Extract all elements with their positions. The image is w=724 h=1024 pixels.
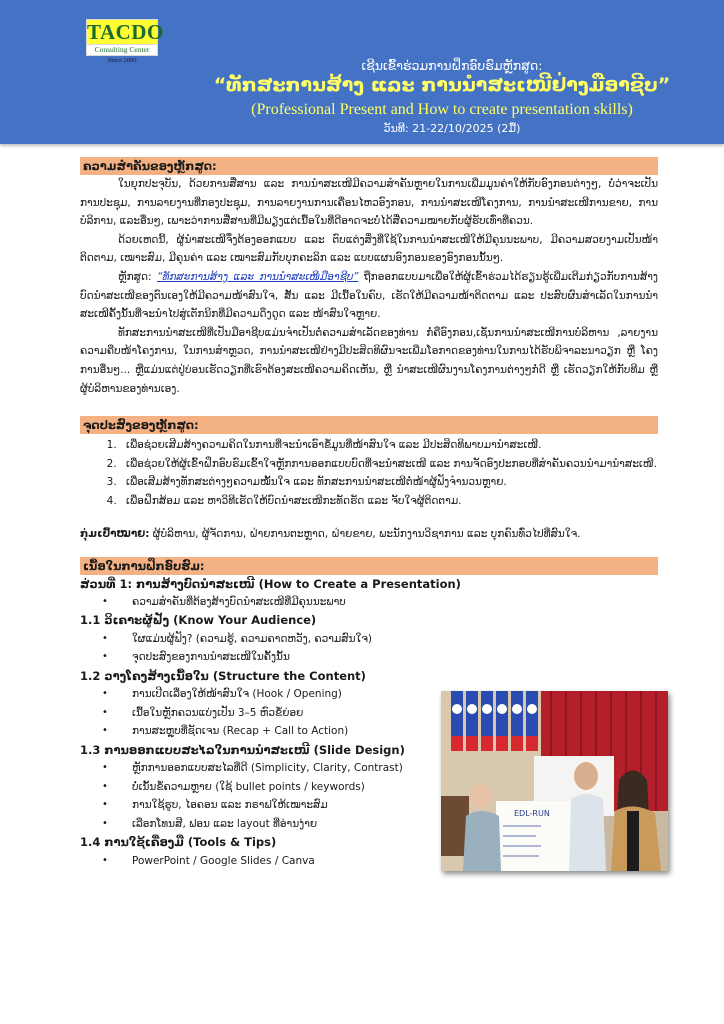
paragraph	[80, 268, 658, 324]
target-group	[80, 525, 658, 543]
objective-item: 2. ເພື່ອຊ່ວຍໃຫ້ຜູ້ເຂົ້າຝຶກອົບຮົມເຂົ້າໃຈຫຼັກການອອກແບບບົດທີ່ຈະນຳສະເໜີ ແລະ ການຈັດອົງປະກອບທີ່ສຳຄັນຄວນນຳມານຳສະເໜີ.	[120, 455, 658, 474]
header-banner	[0, 0, 724, 144]
bullet-item: • ເລືອກໂທນສີ, ຟອນ ແລະ layout ທີ່ອ່ານງ່າຍ	[132, 815, 658, 834]
training-photo	[441, 691, 668, 871]
objectives-list	[80, 436, 658, 510]
bullet-item: • ການໃຊ້ຮູບ, ໄອຄອນ ແລະ ກຣາຟໃຫ້ເໝາະສົມ	[132, 796, 658, 815]
bullet-item: • ບໍ່ເນັ້ນຂໍ້ຄວາມຫຼາຍ (ໃຊ້ bullet points / keywords)	[132, 778, 658, 797]
paragraph-text: ຖືກອອກແບບມາເພື່ອໃຫ້ຜູ້ເຂົ້າຮ່ວມໄດ້ຮຽນຮູ້ເພີ່ມເຕີມກ່ຽວກັບການສ້າງບົດນຳສະເໜີຂອງຕົນເອງໃຫ້ມີຄວາມໜ້າສົນໃຈ, ສັ້ນ ແລະ ມີເນື້ອໃນຄົບ, ເຮັດໃຫ້ມີຄວາມໜ້າຕິດຕາມ ແລະ ປະສົບຜົນສຳເລັດໃນການນຳສະເໜີຄັ້ງນັ້ນທີ່ຈະນຳໄປສູ່ເຕັກນິກທີ່ມີຄວາມດຶງດູດ ແລະ ໜ້າສົນໃຈຫຼາຍ.	[80, 270, 658, 321]
course-date: ວັນທີ: 21-22/10/2025 (2ມື້)	[383, 122, 521, 135]
target-group-text: ຜູ້ບໍລິຫານ, ຜູ້ຈັດການ, ຝ່າຍການຕະຫຼາດ, ຝ່າຍຂາຍ, ພະນັກງານວິຊາການ ແລະ ບຸກຄົນທົ່ວໄປທີ່ສົນໃຈ.	[149, 527, 581, 540]
training-photo-illustration	[441, 691, 668, 871]
bullet-item: • PowerPoint / Google Slides / Canva	[132, 852, 658, 871]
section-heading-importance: ຄວາມສຳຄັນຂອງຫຼັກສູດ:	[80, 157, 658, 175]
invite-text: ເຊີນເຂົ້າຮ່ວມການຝຶກອົບຮົມຫຼັກສູດ:	[361, 58, 543, 73]
objective-item: 3. ເພື່ອເສີມສ້າງທັກສະຕ່າງໆຄວາມໝັ້ນໃຈ ແລະ ທັກສະການນຳສະເໜີຕໍ່ໜ້າຜູ້ຟັງຈຳນວນຫຼາຍ.	[120, 473, 658, 492]
objective-item: 4. ເພື່ອຝຶກສ້ອມ ແລະ ຫາວິທີເຮັດໃຫ້ບົດນຳສະເໜີກະທັດຮັດ ແລະ ຈັບໃຈຜູ້ຕິດຕາມ.	[120, 492, 658, 511]
bullet-item: • ໃຜແມ່ນຜູ້ຟັງ? (ຄວາມຮູ້, ຄວາມຄາດຫວັງ, ຄວາມສົນໃຈ)	[132, 630, 658, 649]
logo-since: Since 2000	[107, 57, 137, 64]
subsection-title: 1.4 ການໃຊ້ເຄື່ອງມື (Tools & Tips)	[80, 835, 277, 849]
target-group-label: ກຸ່ມເປົ້າໝາຍ:	[80, 527, 150, 540]
paragraph: ໃນຍຸກປະຈຸບັນ, ດ້ວຍການສື່ສານ ແລະ ການນຳສະເໜີມີຄວາມສຳຄັນຫຼາຍໃນການເພີ່ມມູນຄ່າໃຫ້ກັບອົງກອນຕ່າງໆ, ບໍ່ວ່າຈະເປັນການປະຊຸມ, ການລາຍງານທີ່ກອງປະຊຸມ, ການລາຍງານການເຄື່ອນໄຫວອົງກອນ, ການນຳສະເໜີໂຄງການ, ການນຳສະເໜີການຂາຍ, ການບໍລິການ, ແລະອື່ນໆ, ເພາະວ່າການສື່ສານທີ່ມີພຽງແຕ່ເນື້ອໃນທີ່ດີອາດຈະບໍ່ໄດ້ສື່ຄວາມໝາຍກັບຜູ້ຮັບເທົ່າທີ່ຄວນ.	[80, 178, 658, 228]
section-heading-objectives: ຈຸດປະສົງຂອງຫຼັກສູດ:	[80, 416, 658, 434]
bullet-list	[80, 593, 658, 612]
logo-tagline: Consulting Center	[86, 45, 158, 56]
bullet-item: • ຈຸດປະສົງຂອງການນຳສະເໜີໃນຄັ້ງນັ້ນ	[132, 648, 658, 667]
flipchart-text: EDL-RUN	[514, 809, 550, 818]
course-title-lao: “ທັກສະການສ້າງ ແລະ ການນຳສະເໜີຢ່າງມືອາຊີບ”	[213, 74, 671, 96]
course-label: ຫຼັກສູດ:	[118, 270, 158, 283]
bullet-item: • ການສະຫຼຸບທີ່ຊັດເຈນ (Recap + Call to Action)	[132, 722, 658, 741]
course-title-en: (Professional Present and How to create presentation skills)	[251, 101, 633, 118]
objective-item: 1. ເພື່ອຊ່ວຍເສີມສ້າງຄວາມຄິດໃນການທີ່ຈະນຳເອົາຂໍ້ມູນທີ່ໜ້າສົນໃຈ ແລະ ມີປະສິດທິພາບມານຳສະເໜີ.	[120, 436, 658, 455]
subsection-title: 1.3 ການອອກແບບສະໄລໃນການນຳສະເໜີ (Slide Design)	[80, 742, 405, 757]
bullet-item: • ເນື້ອໃນຫຼັກຄວນແບ່ງເປັນ 3–5 ຫົວຂໍ້ຍ່ອຍ	[132, 704, 658, 723]
paragraph: ດ້ວຍເຫດນີ້, ຜູ້ນຳສະເໜີຈຶ່ງຕ້ອງອອກແບບ ແລະ ຕົບແຕ່ງສິ່ງທີ່ໃຊ້ໃນການນຳສະເໜີໃຫ້ມີຄຸນນະພາບ, ມີຄວາມສວຍງາມເປັນໜ້າຕິດຕາມ, ເໝາະສົມ, ມີຄຸນຄ່າ ແລະ ເໝາະສົມກັບບຸກຄະລິກ ແລະ ແບບແຜນອົງກອນຂອງອົງກອນນັ້ນໆ.	[80, 233, 658, 265]
tacdo-logo	[86, 19, 164, 65]
subsection-title: 1.1 ວິເຄາະຜູ້ຟັງ (Know Your Audience)	[80, 613, 317, 627]
bullet-item: • ຄວາມສຳຄັນທີ່ຕ້ອງສ້າງບົດນຳສະເໜີທີ່ມີຄຸນນະພາບ	[132, 593, 658, 612]
bullet-list	[80, 630, 658, 667]
paragraph: ທັກສະການນຳສະເໜີທີ່ເປັນມືອາຊີບແມ່ນຈຳເປັນຕໍ່ຄວາມສຳເລັດຂອງທ່ານ ກໍ່ຄືອົງກອນ,ເຊັ່ນການນຳສະເໜີການບໍລິຫານ ,ລາຍງານຄວາມຄືບໜ້າໂຄງການ, ໃນການສຳຫຼວດ, ການນຳສະເໜີຢ່າງມີປະສິດທິຜົນຈະເພີ່ມໂອກາດຂອງທ່ານໃນການໄດ້ຮັບພິຈາລະນາວຽກ ຫຼື ໂຄງການອື່ນໆ... ຫຼືແມ່ນແຕ່ປູ່ບ່ອນເຮັດວຽກທີ່ເຮົາຕ້ອງສະເໜີຄວາມຄິດເຫັນ, ຫຼື ນຳສະເໜີຜົນງານໂຄງການຕ່າງໆກໍ່ດີ ຫຼື ເຮັດວຽກໃຫ້ກັບທີມ ຫຼື ຜູ້ບໍລິຫານຂອງທ່ານເອງ.	[80, 326, 658, 395]
course-title-link[interactable]: “ທັກສະການສ້າງ ແລະ ການນຳສະເໜີມືອາຊີບ”	[157, 270, 359, 283]
section-heading-content: ເນື້ອໃນການຝຶກອົບຮົມ:	[80, 557, 658, 575]
logo-name: TACDO	[87, 20, 164, 44]
bullet-item: • ການເປີດເລື່ອງໃຫ້ໜ້າສົນໃຈ (Hook / Opening)	[132, 685, 658, 704]
part-1-title: ສ່ວນທີ່ 1: ການສ້າງບົດນຳສະເໜີ (How to Create a Presentation)	[80, 576, 461, 591]
subsection-title: 1.2 ວາງໂຄງສ້າງເນື້ອໃນ (Structure the Content)	[80, 668, 366, 683]
bullet-item: • ຫຼັກການອອກແບບສະໄລທີ່ດີ (Simplicity, Clarity, Contrast)	[132, 759, 658, 778]
